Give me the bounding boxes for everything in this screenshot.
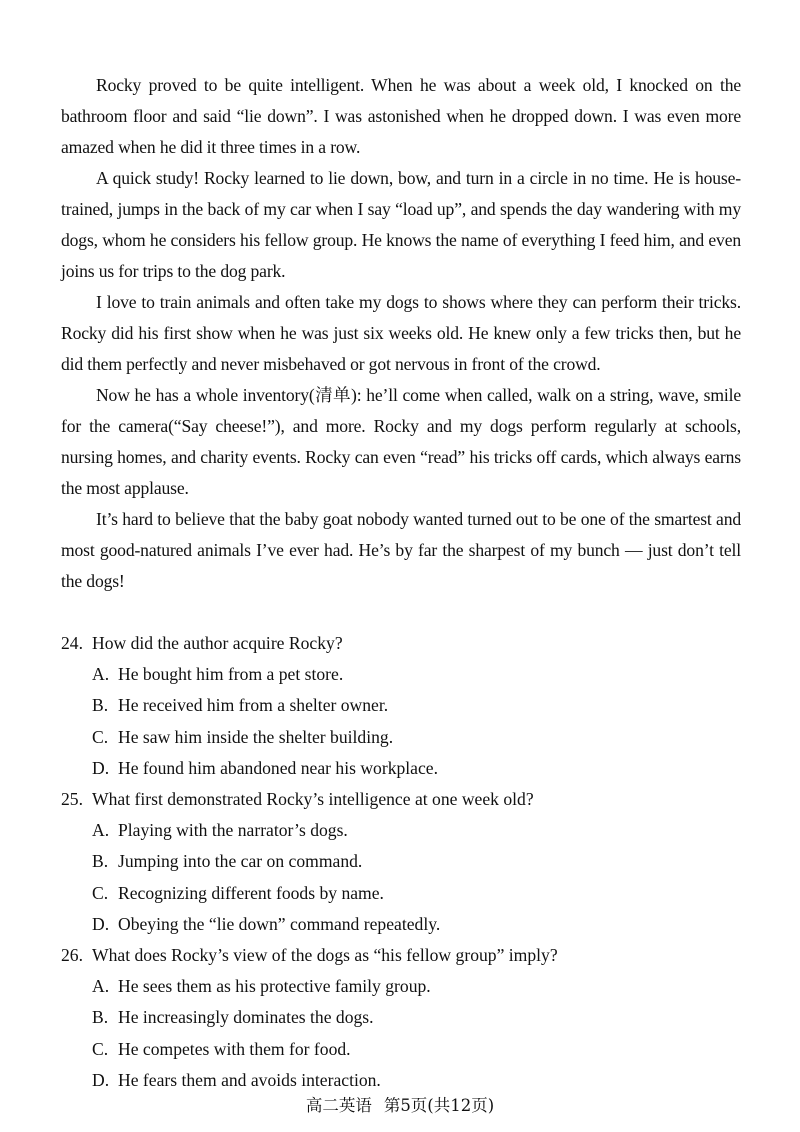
reading-passage: [61, 70, 741, 597]
option-a[interactable]: [61, 659, 741, 690]
option-letter: A.: [92, 976, 110, 997]
option-text: Playing with the narrator’s dogs.: [118, 820, 348, 841]
question-number: 26.: [61, 945, 83, 966]
option-letter: A.: [92, 664, 110, 685]
option-letter: B.: [92, 851, 109, 872]
option-a[interactable]: [61, 815, 741, 846]
option-list: [61, 659, 741, 784]
option-b[interactable]: [61, 1002, 741, 1033]
option-b[interactable]: [61, 846, 741, 877]
option-list: [61, 971, 741, 1096]
question-number: 25.: [61, 789, 83, 810]
option-letter: D.: [92, 913, 110, 934]
option-d[interactable]: [61, 1065, 741, 1096]
page-footer: [0, 1094, 800, 1118]
option-text: Obeying the “lie down” command repeatedly.: [118, 913, 441, 934]
option-text: Jumping into the car on command.: [118, 851, 363, 872]
option-text: Recognizing different foods by name.: [118, 882, 384, 903]
question-text: How did the author acquire Rocky?: [92, 633, 343, 653]
option-d[interactable]: [61, 909, 741, 940]
question-stem: [61, 628, 741, 659]
option-a[interactable]: [61, 971, 741, 1002]
option-letter: A.: [92, 820, 110, 841]
question-25: [61, 784, 741, 940]
question-26: [61, 940, 741, 1096]
question-24: [61, 628, 741, 784]
question-text: What does Rocky’s view of the dogs as “his fellow group” imply?: [92, 945, 558, 966]
footer-page-number: 第5页(共12页): [383, 1096, 495, 1115]
option-text: He fears them and avoids interaction.: [118, 1069, 381, 1090]
option-list: [61, 815, 741, 940]
option-c[interactable]: [61, 878, 741, 909]
option-text: He increasingly dominates the dogs.: [118, 1007, 374, 1028]
option-text: He saw him inside the shelter building.: [118, 726, 394, 747]
footer-subject: 高二英语: [305, 1096, 372, 1115]
option-text: He sees them as his protective family group.: [118, 976, 431, 997]
option-letter: D.: [92, 1069, 110, 1090]
option-letter: B.: [92, 695, 109, 716]
option-letter: C.: [92, 1038, 109, 1059]
option-text: He found him abandoned near his workplace.: [118, 757, 439, 778]
passage-paragraph-4: Now he has a whole inventory(清单): he’ll come when called, walk on a string, wave, smile for the camera(“Say cheese!”), and more. Rocky and my dogs perform regularly at schools, nursing homes, and charity events. Rocky can even “read” his tricks off cards, which always earns the most applause.: [61, 385, 741, 498]
option-text: He bought him from a pet store.: [118, 664, 344, 685]
question-stem: [61, 784, 741, 815]
question-text: What first demonstrated Rocky’s intelligence at one week old?: [92, 789, 534, 810]
question-stem: [61, 940, 741, 971]
option-letter: D.: [92, 757, 110, 778]
option-text: He received him from a shelter owner.: [118, 695, 389, 716]
option-letter: B.: [92, 1007, 109, 1028]
option-letter: C.: [92, 726, 109, 747]
passage-paragraph-3: I love to train animals and often take my dogs to shows where they can perform their tricks. Rocky did his first show when he was just six weeks old. He knew only a few tricks then, but he did them perfectly and never misbehaved or got nervous in front of the crowd.: [61, 292, 741, 374]
question-list: [61, 628, 741, 1096]
option-b[interactable]: [61, 690, 741, 721]
option-text: He competes with them for food.: [118, 1038, 351, 1059]
question-number: 24.: [61, 633, 83, 653]
passage-paragraph-5: It’s hard to believe that the baby goat nobody wanted turned out to be one of the smartest and most good-natured animals I’ve ever had. He’s by far the sharpest of my bunch — just don’t tell the dogs!: [61, 509, 741, 591]
option-letter: C.: [92, 882, 109, 903]
option-c[interactable]: [61, 722, 741, 753]
option-d[interactable]: [61, 753, 741, 784]
option-c[interactable]: [61, 1034, 741, 1065]
passage-paragraph-2: A quick study! Rocky learned to lie down, bow, and turn in a circle in no time. He is house-trained, jumps in the back of my car when I say “load up”, and spends the day wandering with my dogs, whom he considers his fellow group. He knows the name of everything I feed him, and even joins us for trips to the dog park.: [61, 168, 741, 281]
passage-paragraph-1: Rocky proved to be quite intelligent. When he was about a week old, I knocked on the bathroom floor and said “lie down”. I was astonished when he dropped down. I was even more amazed when he did it three times in a row.: [61, 75, 741, 157]
